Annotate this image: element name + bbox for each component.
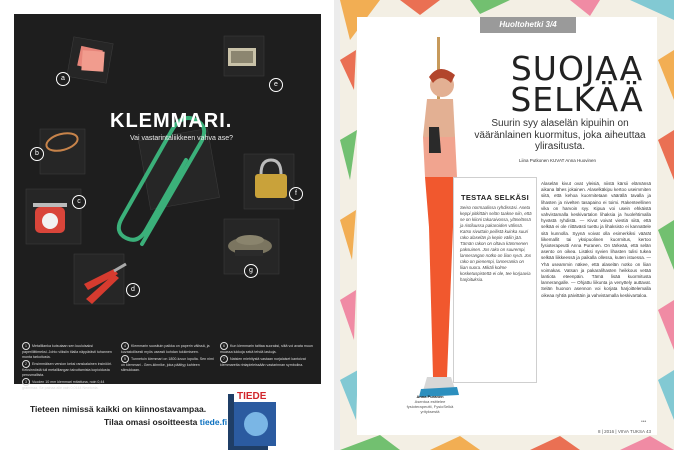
footnote-1: 1 Metallilanka kutsutaan sen kuuluisaksi paperiliittimeksi. Johto viiksiin tilalla näppärästi tuhannen monta tarkoitusta. <box>22 344 112 359</box>
magazine-title: TIEDE <box>237 391 267 402</box>
item-label-c: c <box>72 195 86 209</box>
banknote-image <box>228 48 256 66</box>
sidebar-text: Seiso normaalissa ryhdissäsi. Aseta keppi pitkittäin selän taakse niin, että se on kiinni takaraivossa, yläselässä ja ristiluussa pakaroiden välissä. Katso sivuttain peilistä kuinka suuri rako alaselän ja kepin väliin jää. Tämän rakon on oltava kämmenen paksuinen. Jos rako on suurempi, lannerangan notko on liian syvä. Jos rako on pienempi, lanneranka on liian suora. Mikäli kolme kosketuspistettä ei ole, tee korjaavia harjoituksia. <box>460 205 532 282</box>
article-body-text: Alaselän kivut ovat yleisiä, niistä kärsii elämänsä aikana lähes jokainen. Alaselkäkipu kertoo useimmiten siitä, että kehoa kuormitetaan väärällä tavalla ja lihasten ja nivelten tasapaino ei toimi. Rakenteellinen vika on harvoin syy. Kipua voi usein ehkäistä vahvistamalla keskivartalon lihaksia ja huolehtimalla hyvästä ryhdistä. — Kivut voivat viestiä siitä, että selkää ei ole riittävästi tuettu ja lihaksisto ei kannattele sitä kunnolla. Syynä voivat olla esimerkiksi väärät liikemallit tai yksipuolinen kuormitus, kertoo fysioterapeutti Anna Puranen. On tärkeää, että selän asento on oikea. Lisäksi syvien lihasten tulisi tukea selkää liikkeessä ja paikalla ollessa, kuten istuessa. — Yhä useammin näkee, että alaselän notko on liian voimakas. Vatsan ja pakaralihasten heikkous vetää lantiota eteenpäin. Tämä lisää kuormitusta lannerangalle. — Ohjattu liikunta ja venyttely auttavat. Selän huonon asennon voi korjata harjoittelemalla oikeaa ryhtiä päivittäin ja vahvistamalla keskivartaloa. <box>541 181 651 298</box>
section-tab: Huoltohetki 3/4 <box>480 17 576 33</box>
footnote-column-1 <box>22 342 117 391</box>
lead-text: Suurin syy alaselän kipuihin on vääränlainen kuormitus, joka aiheuttaa ylirasitusta. <box>474 118 646 152</box>
ad-line-1: Tieteen nimissä kaikki on kiinnostavampaa. <box>30 404 207 414</box>
magazine-cover-image <box>228 386 278 450</box>
photo-caption: Anna Puranen Asentoa esittelee fysioterapeutti, FysioSelkä yrityksestä <box>406 394 454 414</box>
byline: Liina Putkonen KUVAT Anna Huovinen <box>519 158 597 163</box>
content-panel <box>357 17 657 435</box>
sidebar-box <box>453 177 537 383</box>
dark-panel <box>14 14 321 390</box>
left-page <box>0 0 334 450</box>
item-label-f: f <box>289 187 303 201</box>
footnote-4: 4 Klemmarin suosituin paikka on paperin välissä, ja kuvastollisesti myös useasti kohdan tukkimiseen. <box>121 344 210 354</box>
footnote-7: 7 Natsien miehitystä vastaan norjalaiset kantoivat klemmareita rintapieleissään vastarinnan symbolina. <box>220 357 306 367</box>
object-grid <box>14 14 321 334</box>
ad-site-link[interactable]: tiede.fi <box>199 417 228 427</box>
item-label-g: g <box>244 264 258 278</box>
footnote-6: 6 Kun klemmarin taittaa suoraksi, siitä voi avata muun muassa lukkoja sekä tehdä laskuja. <box>220 344 313 354</box>
item-label-d: d <box>126 283 140 297</box>
item-label-a: a <box>56 72 70 86</box>
end-mark: ••• <box>641 419 647 425</box>
page-title: KLEMMARI. <box>110 110 233 132</box>
article-body <box>541 181 651 299</box>
ad-line-2: Tilaa omasi osoitteesta tiede.fi <box>104 417 228 427</box>
right-page <box>340 0 674 450</box>
headline: SUOJAA SELKÄÄ <box>510 49 644 119</box>
sidebar-title: TESTAA SELKÄSI <box>461 193 529 202</box>
page-footer: 8 | 2016 | VIIVA TUKSA 43 <box>598 429 651 434</box>
footnote-column-2 <box>121 342 216 373</box>
kitchen-scale-image <box>33 203 67 233</box>
item-label-b: b <box>30 147 44 161</box>
footnote-column-3 <box>220 342 315 368</box>
footnote-2: 2 Ensimmäisen version keksi ranskalainen insinööri. Keksinnöstä tuli metallilangan taivuttamista kopioidusta perusmallista. <box>22 362 113 377</box>
page-subtitle: Vai vastarintaliikkeen vahva ase? <box>130 135 233 142</box>
footnote-5: 5 Tunnetuin klemmari on 1800-luvun lopulta. Sen nimi on klemmari - Gem-kiinnike, joka päättyy kahteen silmukkaan. <box>121 357 214 372</box>
item-label-e: e <box>269 78 283 92</box>
footnote-3: 3 Vuoden 10 mm klemmari mitattuna, noin 0,44 grammaa. Se painaa alle vain 0,0144 Newtonia. <box>22 380 105 390</box>
